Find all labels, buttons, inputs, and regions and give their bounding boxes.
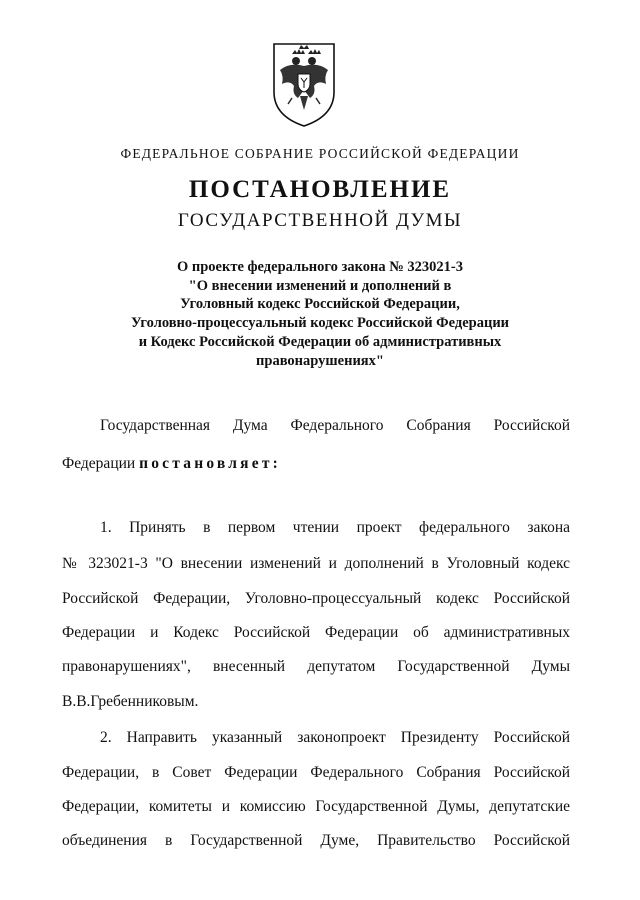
subject-line: "О внесении изменений и дополнений в xyxy=(188,277,452,294)
document-subject xyxy=(0,258,640,370)
document-issuer: ГОСУДАРСТВЕННОЙ ДУМЫ xyxy=(177,210,463,231)
body-line: В.В.Гребенниковым. xyxy=(62,693,199,710)
preamble-resolution-word: постановляет: xyxy=(139,455,281,472)
subject-line: Уголовно-процессуальный кодекс Российской Федерации xyxy=(130,315,510,332)
subject-line: и Кодекс Российской Федерации об административных xyxy=(138,333,502,350)
body-line: № 323021-3 "О внесении изменений и дополнений в Уголовный кодекс xyxy=(62,555,570,572)
body-line: 1. Принять в первом чтении проект федерального закона xyxy=(100,519,570,536)
subject-line: правонарушениях" xyxy=(256,352,384,369)
preamble-text: Федерации xyxy=(62,455,140,472)
coat-of-arms-icon xyxy=(270,40,338,128)
subject-line: О проекте федерального закона № 323021-3 xyxy=(176,259,464,275)
body-line: объединения в Государственной Думе, Правительство Российской xyxy=(62,832,570,849)
assembly-name: ФЕДЕРАЛЬНОЕ СОБРАНИЕ РОССИЙСКОЙ ФЕДЕРАЦИИ xyxy=(120,146,520,161)
document-type: ПОСТАНОВЛЕНИЕ xyxy=(188,176,452,203)
preamble-line xyxy=(62,455,570,473)
preamble-line: Государственная Дума Федерального Собрания Российской xyxy=(100,417,570,434)
body-line: 2. Направить указанный законопроект Президенту Российской xyxy=(100,729,570,746)
body-line: Федерации и Кодекс Российской Федерации об административных xyxy=(62,624,570,641)
body-line: Федерации, комитеты и комиссию Государственной Думы, депутатские xyxy=(62,798,570,815)
body-line: Российской Федерации, Уголовно-процессуальный кодекс Российской xyxy=(62,590,570,607)
subject-line: Уголовный кодекс Российской Федерации, xyxy=(180,296,460,313)
body-line: Федерации, в Совет Федерации Федерального Собрания Российской xyxy=(62,764,570,781)
body-line: правонарушениях", внесенный депутатом Государственной Думы xyxy=(62,658,570,675)
